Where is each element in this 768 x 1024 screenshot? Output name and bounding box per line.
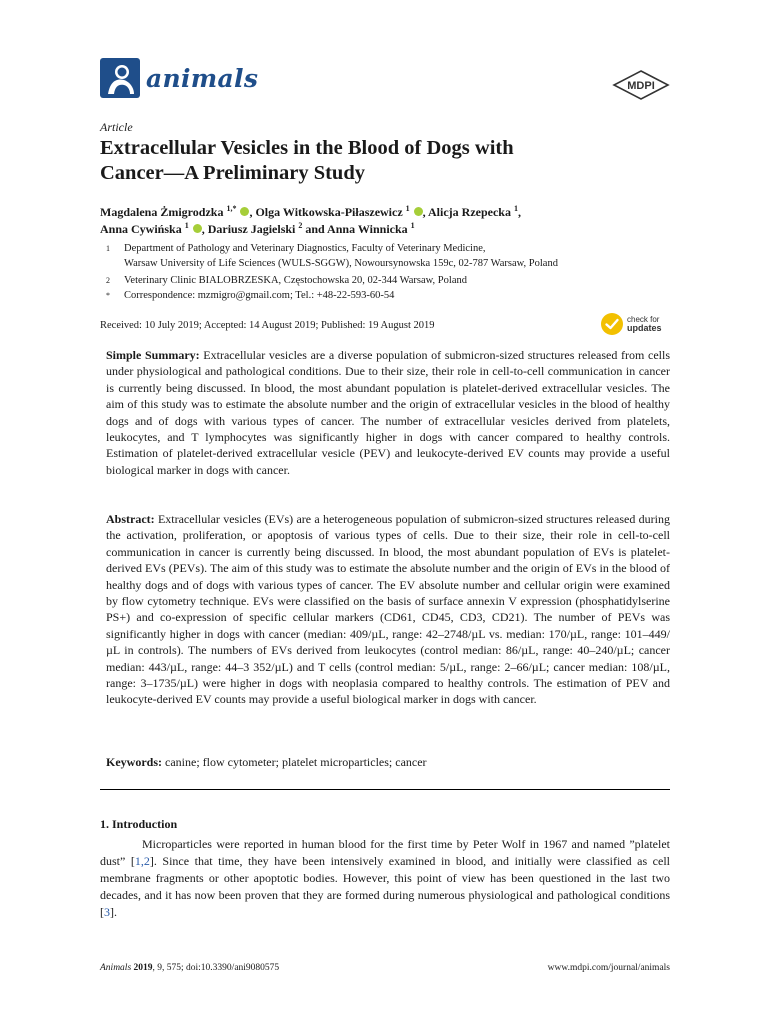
check-for-updates-badge[interactable] xyxy=(600,310,670,338)
author-separator: , xyxy=(517,205,521,219)
section-divider xyxy=(100,789,670,790)
abstract xyxy=(106,511,670,708)
abstract-text: Extracellular vesicles (EVs) are a heterogeneous population of submicron-sized structures released during the activation, proliferation, or apoptosis of various types of cells. Due to their size, their role in cell-to-cell communication in cancer is currently being discussed. In blood, the most abundant population of EVs is platelet-derived EVs (PEVs). The aim of this study was to estimate the absolute number and the origin of EVs in the blood of healthy dogs and of dogs with various types of cancer. The EV absolute number and cellular origin were examined by flow cytometry technique. EVs were classified on the basis of surface annexin V expression (phosphatidylserine PS+) and co-expression of specific cellular markers (CD61, CD45, CD3, CD21). The number of PEVs was significantly higher in dogs with cancer (median: 409/µL, range: 42–2748/µL vs. median: 170/µL, range: 101–449/µL in controls). The numbers of EVs derived from leukocytes (control median: 86/µL, range: 40–240/µL; cancer median: 443/µL, range: 44–3 352/µL) and T cells (control median: 5/µL, range: 2–66/µL; cancer median: 108/µL, range: 3–1735/µL) were higher in dogs with neoplasia compared to healthy controls. The estimation of PEV and leukocyte-derived EV counts may provide a useful biological marker in dogs with cancer. xyxy=(106,512,670,707)
citation-link[interactable]: 3 xyxy=(104,905,110,919)
author-name[interactable]: and Anna Winnicka xyxy=(302,222,408,236)
monkey-logo-icon xyxy=(100,58,140,98)
correspondence xyxy=(100,288,670,303)
author-name[interactable]: Magdalena Żmigrodzka xyxy=(100,205,224,219)
orcid-icon[interactable] xyxy=(414,207,423,216)
affiliation-sup: 1 xyxy=(513,204,518,213)
journal-name: animals xyxy=(146,63,259,93)
affiliation-2 xyxy=(100,273,670,288)
check-updates-icon xyxy=(600,312,624,336)
keywords-text: canine; flow cytometer; platelet microparticles; cancer xyxy=(162,755,427,769)
affiliation-sup: 1 xyxy=(410,221,415,230)
badge-line: check for xyxy=(627,315,660,324)
title-line: Cancer—A Preliminary Study xyxy=(100,162,365,184)
citation-link[interactable]: 1,2 xyxy=(134,854,150,868)
affiliation-mark: * xyxy=(106,291,110,300)
section-heading: 1. Introduction xyxy=(100,817,178,831)
author-name[interactable]: , Dariusz Jagielski xyxy=(201,222,296,236)
intro-text: ]. xyxy=(110,905,117,919)
publisher-name: MDPI xyxy=(627,80,655,92)
badge-line: updates xyxy=(627,323,662,333)
introduction-paragraph xyxy=(100,836,670,921)
author-list xyxy=(100,204,670,238)
simple-summary-text: Extracellular vesicles are a diverse population of submicron-sized structures released from cells under physiological and pathological conditions. Due to their size, their role in cell-to-cell communication in cancer is currently being discussed. In blood, the most abundant population is platelet-derived extracellular vesicles. The aim of this study was to estimate the absolute number and the origin of extracellular vesicles in the blood of healthy dogs and of dogs with various types of cancer. The number of extracellular vesicles derived from platelets, leukocytes, and T lymphocytes was significantly higher in dogs with cancer compared to healthy controls. Estimation of platelet-derived extracellular vesicle (PEV) and leukocyte-derived EV counts may provide a useful biological marker in dogs with cancer. xyxy=(106,348,670,477)
orcid-icon[interactable] xyxy=(193,224,202,233)
author-name[interactable]: , Olga Witkowska-Piłaszewicz xyxy=(249,205,403,219)
simple-summary xyxy=(106,347,670,478)
publication-dates: Received: 10 July 2019; Accepted: 14 August 2019; Published: 19 August 2019 xyxy=(100,320,435,331)
affiliation-text: Department of Pathology and Veterinary Diagnostics, Faculty of Veterinary Medicine, xyxy=(124,243,486,254)
abstract-label: Abstract: xyxy=(106,512,155,526)
footer-doi[interactable]: , 9, 575; doi:10.3390/ani9080575 xyxy=(152,963,280,973)
title-line: Extracellular Vesicles in the Blood of Dogs with xyxy=(100,137,514,159)
author-name[interactable]: , Alicja Rzepecka xyxy=(422,205,511,219)
correspondence-text[interactable]: Correspondence: mzmigro@gmail.com; Tel.: +48-22-593-60-54 xyxy=(124,290,395,301)
affiliation-sup: 2 xyxy=(298,221,303,230)
author-name[interactable]: Anna Cywińska xyxy=(100,222,182,236)
affiliation-sup: 1 xyxy=(184,221,189,230)
footer-citation xyxy=(100,963,279,973)
footer-url[interactable]: www.mdpi.com/journal/animals xyxy=(547,963,670,973)
article-type: Article xyxy=(100,120,133,134)
keywords-label: Keywords: xyxy=(106,755,162,769)
simple-summary-label: Simple Summary: xyxy=(106,348,200,362)
affiliation-1 xyxy=(100,241,670,271)
affiliation-mark: 1 xyxy=(106,244,110,253)
intro-text: Microparticles were reported in human blood for the first time by Peter Wolf in 1967 and named ”platelet dust” [ xyxy=(100,837,670,868)
affiliation-mark: 2 xyxy=(106,276,110,285)
keywords xyxy=(106,754,670,770)
footer-journal: Animals xyxy=(100,963,132,973)
affiliation-text: Warsaw University of Life Sciences (WULS-SGGW), Nowoursynowska 159c, 02-787 Warsaw, Poland xyxy=(124,258,558,269)
mdpi-logo-icon[interactable] xyxy=(612,70,670,100)
article-title xyxy=(100,136,660,186)
intro-text: ]. Since that time, they have been intensively examined in blood, and initially were classified as cell membrane fragments or other apoptotic bodies. However, this point of view has been questioned in the last two decades, and it has now been proven that they are formed during numerous physiological and pathological conditions [ xyxy=(100,854,670,919)
journal-logo[interactable] xyxy=(100,58,320,98)
affiliation-text: Veterinary Clinic BIALOBRZESKA, Częstochowska 20, 02-344 Warsaw, Poland xyxy=(124,275,467,286)
affiliation-sup: 1 xyxy=(405,204,410,213)
footer-year: 2019 xyxy=(133,963,153,973)
affiliation-sup: 1,* xyxy=(226,204,237,213)
